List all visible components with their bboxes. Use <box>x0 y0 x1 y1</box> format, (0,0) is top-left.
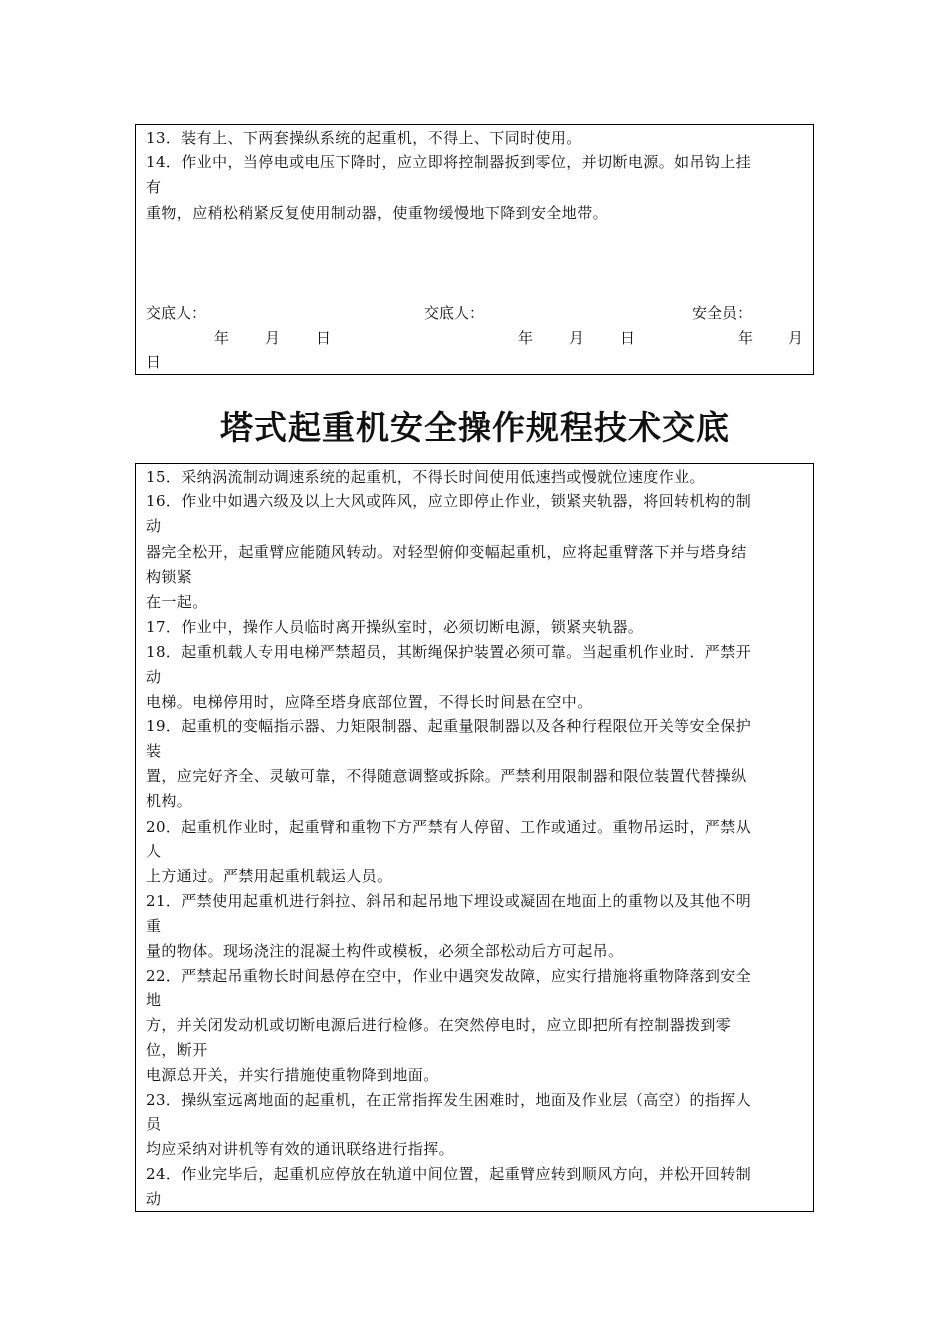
text-line: 装 <box>146 742 162 760</box>
text-line: 有 <box>146 178 162 196</box>
text-line: 20．起重机作业时，起重臂和重物下方严禁有人停留、工作或通过。重物吊运时，严禁从 <box>146 818 752 836</box>
text-line: 24．作业完毕后，起重机应停放在轨道中间位置，起重臂应转到顺风方向，并松开回转制 <box>146 1165 752 1183</box>
text-line: 量的物体。现场浇注的混凝土构件或模板，必须全部松动后方可起吊。 <box>146 942 624 960</box>
text-line: 16．作业中如遇六级及以上大风或阵风，应立即停止作业，锁紧夹轨器，将回转机构的制 <box>146 492 752 510</box>
text-line: 位，断开 <box>146 1041 208 1059</box>
date-month-3: 月 <box>788 329 804 347</box>
date-day-2: 日 <box>620 329 636 347</box>
text-line: 13．装有上、下两套操纵系统的起重机，不得上、下同时使用。 <box>146 129 582 147</box>
date-month-2: 月 <box>569 329 585 347</box>
text-line: 动 <box>146 517 162 535</box>
text-line: 23．操纵室远离地面的起重机，在正常指挥发生困难时，地面及作业层（高空）的指挥人 <box>146 1091 752 1109</box>
text-line: 人 <box>146 842 162 860</box>
text-line: 构锁紧 <box>146 568 193 586</box>
date-year-3: 年 <box>738 329 754 347</box>
date-month-1: 月 <box>265 329 281 347</box>
text-line: 员 <box>146 1115 162 1133</box>
text-line: 14．作业中，当停电或电压下降时，应立即将控制器扳到零位，并切断电源。如吊钩上挂 <box>146 153 752 171</box>
safety-officer-label: 安全员： <box>692 304 753 322</box>
discloser-label-2: 交底人： <box>424 304 485 322</box>
text-line: 方，并关闭发动机或切断电源后进行检修。在突然停电时，应立即把所有控制器拨到零 <box>146 1016 732 1034</box>
text-line: 电源总开关，并实行措施使重物降到地面。 <box>146 1066 439 1084</box>
text-line: 15．采纳涡流制动调速系统的起重机，不得长时间使用低速挡或慢就位速度作业。 <box>146 468 705 486</box>
text-line: 上方通过。严禁用起重机载运人员。 <box>146 867 393 885</box>
text-line: 18．起重机载人专用电梯严禁超员，其断绳保护装置必须可靠。当起重机作业时．严禁开 <box>146 643 752 661</box>
disclosure-box-top <box>135 124 814 375</box>
text-line: 21．严禁使用起重机进行斜拉、斜吊和起吊地下埋设或凝固在地面上的重物以及其他不明 <box>146 892 752 910</box>
disclosure-box-main <box>135 463 814 1212</box>
text-line: 19．起重机的变幅指示器、力矩限制器、起重量限制器以及各种行程限位开关等安全保护 <box>146 717 752 735</box>
date-day-1: 日 <box>316 329 332 347</box>
text-line: 器完全松开，起重臂应能随风转动。对轻型俯仰变幅起重机，应将起重臂落下并与塔身结 <box>146 543 747 561</box>
text-line: 地 <box>146 991 162 1009</box>
date-year-2: 年 <box>518 329 534 347</box>
text-line: 置，应完好齐全、灵敏可靠，不得随意调整或拆除。严禁利用限制器和限位装置代替操纵 <box>146 767 747 785</box>
text-line: 22．严禁起吊重物长时间悬停在空中，作业中遇突发故障，应实行措施将重物降落到安全 <box>146 967 752 985</box>
text-line: 电梯。电梯停用时，应降至塔身底部位置，不得长时间悬在空中。 <box>146 693 593 711</box>
text-line: 机构。 <box>146 792 193 810</box>
text-line: 重物，应稍松稍紧反复使用制动器，使重物缓慢地下降到安全地带。 <box>146 204 609 222</box>
text-line: 17．作业中，操作人员临时离开操纵室时，必须切断电源，锁紧夹轨器。 <box>146 618 644 636</box>
page-title: 塔式起重机安全操作规程技术交底 <box>220 408 730 447</box>
text-line: 动 <box>146 1190 162 1208</box>
text-line: 均应采纳对讲机等有效的通讯联络进行指挥。 <box>146 1140 455 1158</box>
text-line: 重 <box>146 917 162 935</box>
text-line: 动 <box>146 668 162 686</box>
discloser-label-1: 交底人： <box>146 304 207 322</box>
text-line: 在一起。 <box>146 593 208 611</box>
date-year-1: 年 <box>214 329 230 347</box>
date-day-3: 日 <box>146 353 162 371</box>
